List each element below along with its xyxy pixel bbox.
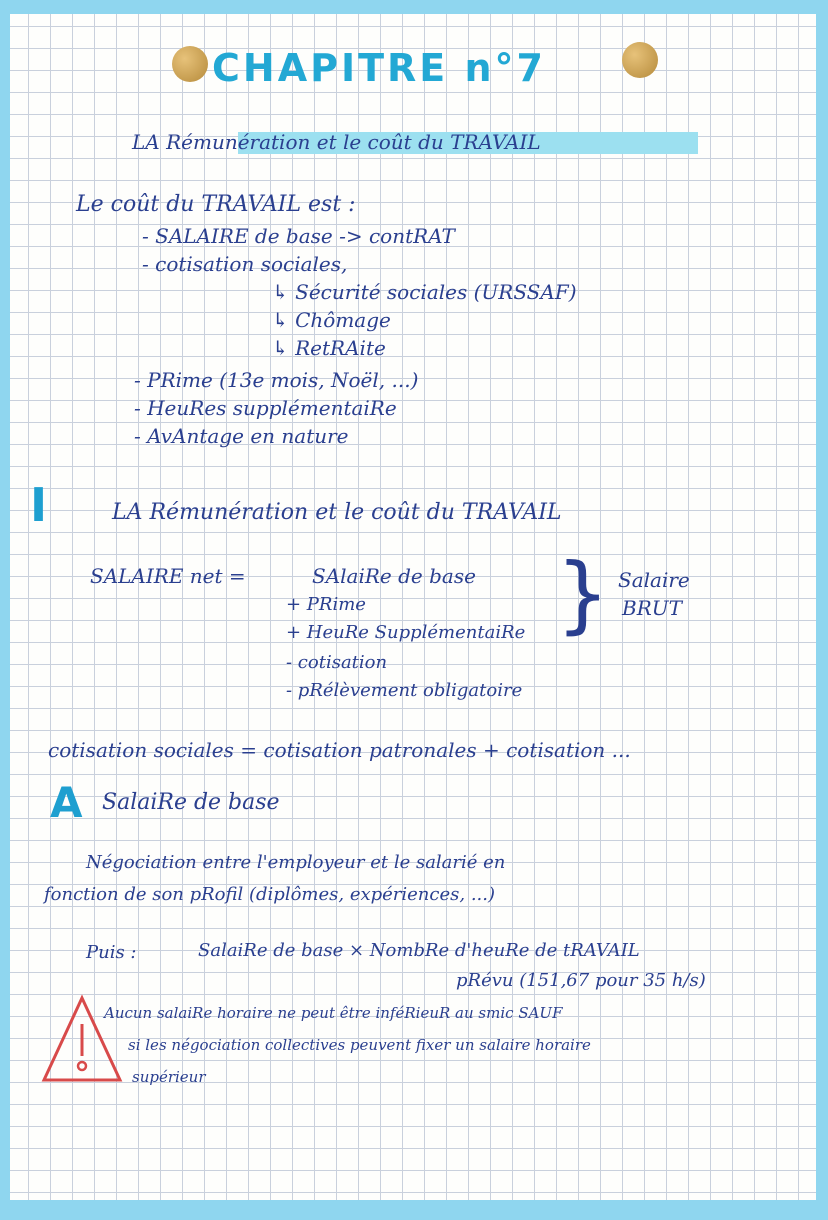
intro-heading: Le coût du TRAVAIL est : [76,192,356,217]
intro-sub-item: ↳ Chômage [272,308,391,332]
formula-line: SAlaiRe de base [312,564,476,588]
left-border [0,0,10,1220]
hourly-formula: pRévu (151,67 pour 35 h/s) [456,970,706,991]
left-gold-dot-icon [172,46,208,82]
right-brace-icon: } [556,545,610,643]
formula-line: + HeuRe SupplémentaiRe [286,622,526,643]
negotiation-line: Négociation entre l'employeur et le salarié en [86,852,506,873]
section-title: LA Rémunération et le coût du TRAVAIL [112,500,562,525]
formula-line: - cotisation [286,652,388,673]
top-border [0,0,828,14]
formula-line: + PRime [286,594,366,615]
right-gold-dot-icon [622,42,658,78]
formula-lhs: SALAIRE net = [90,564,246,588]
bottom-border [0,1200,828,1220]
chapter-title: CHAPITRE n°7 [212,46,546,90]
section-letter: A [50,778,83,827]
brace-label: BRUT [622,596,682,620]
section-a-title: SalaiRe de base [102,790,280,815]
intro-item: - cotisation sociales, [142,252,348,276]
intro-item: - AvAntage en nature [134,424,349,448]
formula-prefix: Puis : [86,942,137,963]
intro-item: - SALAIRE de base -> contRAT [142,224,455,248]
intro-item: - PRime (13e mois, Noël, ...) [134,368,419,392]
cotisation-line: cotisation sociales = cotisation patronales + cotisation ... [48,738,631,762]
warning-text: si les négociation collectives peuvent fixer un salaire horaire [128,1036,591,1054]
formula-line: - pRélèvement obligatoire [286,680,523,701]
chapter-subtitle: LA Rémunération et le coût du TRAVAIL [132,130,541,154]
hourly-formula: SalaiRe de base × NombRe d'heuRe de tRAVAIL [198,940,640,961]
negotiation-line: fonction de son pRofil (diplômes, expériences, ...) [44,884,496,905]
intro-sub-item: ↳ RetRAite [272,336,386,360]
warning-text: Aucun salaiRe horaire ne peut être inféRieuR au smic SAUF [104,1004,563,1022]
warning-text: supérieur [132,1068,206,1086]
brace-label: Salaire [618,568,690,592]
intro-sub-item: ↳ Sécurité sociales (URSSAF) [272,280,577,304]
right-border [816,0,828,1220]
intro-item: - HeuRes supplémentaiRe [134,396,397,420]
section-numeral: I [30,478,48,532]
